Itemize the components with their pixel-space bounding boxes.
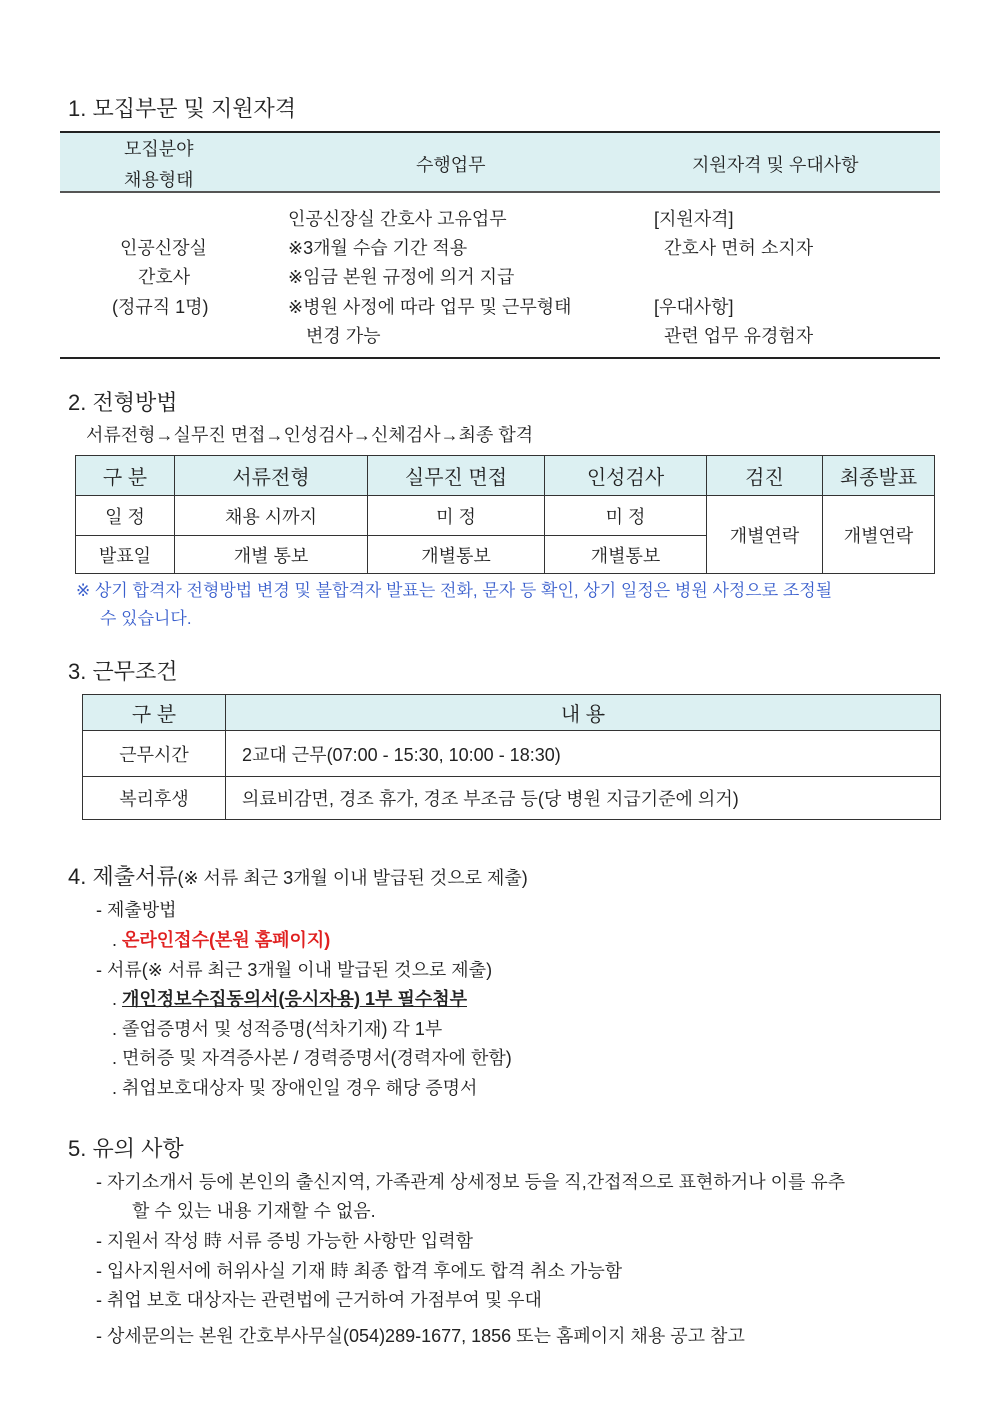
section-3-title: 3. 근무조건	[68, 659, 178, 684]
section-5-title: 5. 유의 사항	[68, 1136, 184, 1161]
notice-item: - 취업 보호 대상자는 관련법에 근거하여 가점부여 및 우대	[96, 1290, 542, 1310]
th: 최종발표	[823, 456, 935, 496]
doc-text: 개인정보수집동의서(응시자용) 1부 필수첨부	[122, 989, 467, 1009]
notice-item: - 자기소개서 등에 본인의 출신지역, 가족관계 상세정보 등을 직,간접적으로 표현하거나 이를 유추	[96, 1172, 846, 1192]
section-4-title	[68, 860, 528, 891]
td: 2교대 근무(07:00 - 15:30, 10:00 - 18:30)	[226, 731, 941, 777]
position-headcount: (정규직 1명)	[112, 297, 209, 317]
selection-table	[75, 455, 935, 574]
position-name: 인공신장실	[120, 238, 207, 258]
selection-note: ※ 상기 합격자 전형방법 변경 및 불합격자 발표는 전화, 문자 등 확인, 상기 일정은 병원 사정으로 조정될	[76, 581, 833, 600]
title-note: (※ 서류 최근 3개월 이내 발급된 것으로 제출)	[177, 868, 528, 888]
notice-item: - 입사지원서에 허위사실 기재 時 최종 합격 후에도 합격 취소 가능함	[96, 1261, 623, 1281]
duty: ※3개월 수습 기간 적용	[288, 238, 468, 258]
header-type: 채용형태	[124, 170, 194, 190]
td: 개별연락	[707, 496, 823, 574]
notice-item-cont: 할 수 있는 내용 기재할 수 없음.	[132, 1201, 376, 1221]
td: 개별통보	[368, 536, 545, 574]
section-1-title: 1. 모집부문 및 지원자격	[68, 96, 296, 121]
selection-note-cont: 수 있습니다.	[100, 609, 192, 628]
selection-flow: 서류전형→실무진 면접→인성검사→신체검사→최종 합격	[86, 425, 534, 445]
conditions-table	[82, 694, 941, 820]
td: 일 정	[76, 496, 175, 536]
method-item: . 온라인접수(본원 홈페이지)	[112, 930, 331, 950]
notice-item: - 상세문의는 본원 간호부사무실(054)289-1677, 1856 또는 홈페이지 채용 공고 참고	[96, 1326, 745, 1346]
td: 개별 통보	[175, 536, 368, 574]
title-text: 4. 제출서류	[68, 864, 178, 889]
doc-item: . 졸업증명서 및 성적증명(석차기재) 각 1부	[112, 1019, 443, 1039]
td: 미 정	[368, 496, 545, 536]
td: 개별통보	[545, 536, 707, 574]
td: 개별연락	[823, 496, 935, 574]
doc-item: . 개인정보수집동의서(응시자용) 1부 필수첨부	[112, 989, 467, 1009]
td: 의료비감면, 경조 휴가, 경조 부조금 등(당 병원 지급기준에 의거)	[226, 777, 941, 820]
td: 근무시간	[83, 731, 226, 777]
td: 발표일	[76, 536, 175, 574]
duty: 인공신장실 간호사 고유업무	[288, 209, 507, 229]
header-duties: 수행업무	[416, 155, 486, 175]
position-role: 간호사	[138, 267, 191, 287]
td: 미 정	[545, 496, 707, 536]
th: 내 용	[226, 695, 941, 731]
pref-label: [우대사항]	[654, 297, 734, 317]
td: 복리후생	[83, 777, 226, 820]
notice-item: - 지원서 작성 時 서류 증빙 가능한 사항만 입력함	[96, 1231, 473, 1251]
qual-label: [지원자격]	[654, 209, 734, 229]
method-text: 온라인접수(본원 홈페이지)	[122, 930, 331, 950]
recruit-table	[60, 131, 940, 359]
td: 채용 시까지	[175, 496, 368, 536]
header-field: 모집분야	[124, 139, 194, 159]
th: 구 분	[76, 456, 175, 496]
pref-item: 관련 업무 유경험자	[664, 326, 814, 346]
th: 구 분	[83, 695, 226, 731]
th: 인성검사	[545, 456, 707, 496]
doc-text: 면허증 및 자격증사본 / 경력증명서(경력자에 한함)	[122, 1048, 512, 1068]
section-2-title: 2. 전형방법	[68, 390, 178, 415]
docs-label: - 서류(※ 서류 최근 3개월 이내 발급된 것으로 제출)	[96, 960, 493, 980]
th: 서류전형	[175, 456, 368, 496]
doc-item: . 면허증 및 자격증사본 / 경력증명서(경력자에 한함)	[112, 1048, 512, 1068]
duty: ※병원 사정에 따라 업무 및 근무형태	[288, 297, 572, 317]
doc-text: 졸업증명서 및 성적증명(석차기재) 각 1부	[122, 1019, 443, 1039]
header-qualifications: 지원자격 및 우대사항	[692, 155, 859, 175]
th: 실무진 면접	[368, 456, 545, 496]
qual-item: 간호사 면허 소지자	[664, 238, 814, 258]
doc-item: . 취업보호대상자 및 장애인일 경우 해당 증명서	[112, 1078, 478, 1098]
duty: ※임금 본원 규정에 의거 지급	[288, 267, 515, 287]
th: 검진	[707, 456, 823, 496]
doc-text: 취업보호대상자 및 장애인일 경우 해당 증명서	[122, 1078, 478, 1098]
duty: 변경 가능	[306, 326, 381, 346]
method-label: - 제출방법	[96, 900, 177, 920]
